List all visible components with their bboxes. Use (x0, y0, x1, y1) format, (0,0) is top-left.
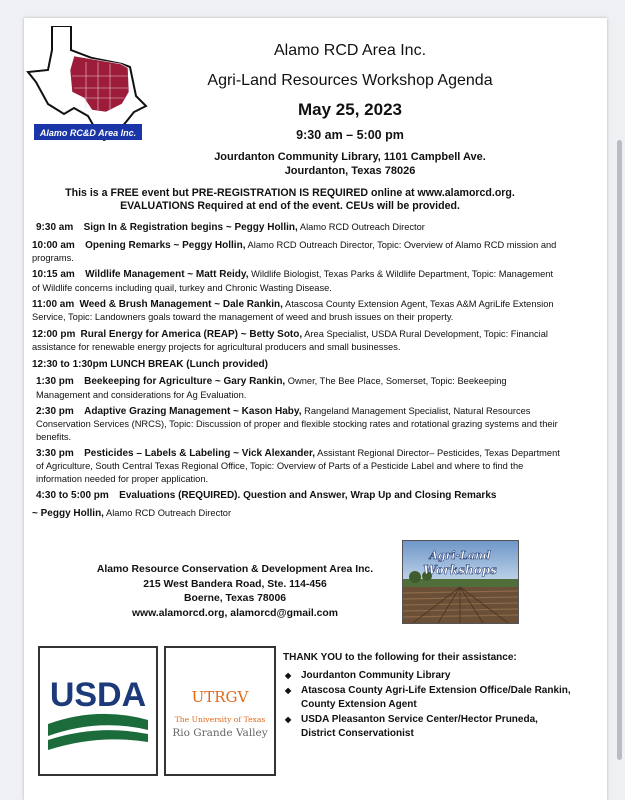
agenda-time: 12:30 to 1:30pm (32, 358, 108, 370)
thanks-list (283, 669, 573, 741)
logo-banner-text: Alamo RC&D Area Inc. (39, 128, 137, 138)
agenda-time: 3:30 pm (36, 448, 74, 460)
bullet-icon: ◆ (285, 670, 292, 680)
agenda-item (32, 298, 562, 323)
agenda-item (32, 268, 562, 293)
address-street: 215 West Bandera Road, Ste. 114-456 (143, 578, 327, 590)
agenda-time: 12:00 pm (32, 328, 76, 340)
agenda-time: 11:00 am (32, 299, 75, 311)
utrgv-short-text: UTRGV (191, 688, 249, 706)
agenda-item (32, 489, 562, 502)
event-time: 9:30 am – 5:00 pm (296, 128, 404, 142)
agenda-time: 10:00 am (32, 239, 75, 251)
agenda-time: 2:30 pm (36, 406, 74, 418)
notice-line2: EVALUATIONS Required at end of the event. CEUs will be provided. (120, 200, 460, 212)
agenda-title: LUNCH BREAK (Lunch provided) (110, 358, 268, 370)
agenda-title: Pesticides – Labels & Labeling ~ Vick Alexander, (84, 448, 316, 460)
alamo-rcd-logo (26, 26, 156, 141)
bullet-icon: ◆ (285, 686, 292, 695)
notice-line1: This is a FREE event but PRE-REGISTRATION IS REQUIRED online at www.alamorcd.org. (65, 187, 515, 199)
bullet-icon: ◆ (285, 715, 292, 724)
photo-text-line1: Agri-Land (429, 549, 491, 562)
thanks-item (283, 669, 573, 683)
closing-role: Alamo RCD Outreach Director (103, 507, 232, 518)
address-name: Alamo Resource Conservation & Development Area Inc. (96, 564, 374, 575)
agenda-detail: Wildlife Biologist, Texas Parks & Wildlife Department, Topic: Management of Wildlife concerns including quail, turkey and Chronic Wasting Disease. (32, 269, 554, 293)
org-name: Alamo RCD Area Inc. (273, 42, 427, 59)
usda-logo-text: USDA (49, 676, 147, 714)
agenda-time: 4:30 to 5:00 pm (36, 490, 109, 502)
location-line2: Jourdanton, Texas 78026 (284, 165, 416, 177)
agenda-title: Beekeeping for Agriculture ~ Gary Rankin, (84, 376, 286, 388)
agenda-time: 9:30 am (36, 222, 74, 233)
agenda-item (32, 221, 562, 234)
utrgv-line2: Rio Grande Valley (172, 727, 268, 739)
thanks-item-text: Atascosa County Agri-Life Extension Office/Dale Rankin, County Extension Agent (301, 685, 571, 710)
agenda-item (32, 405, 562, 443)
org-address (95, 563, 375, 621)
agenda-detail: Rangeland Management Specialist, Natural Resources Conservation Services (NRCS), Topic: Discussion of proper and flexible stocking rates and rotational grazing systems and their benefits. (36, 406, 558, 442)
agenda-detail: Owner, The Bee Place, Somerset, Topic: Beekeeping Management and considerations for Ag Evaluation. (36, 376, 507, 400)
agenda-item (32, 328, 562, 353)
closing-line (32, 507, 562, 520)
agenda-title: Adaptive Grazing Management ~ Kason Haby, (84, 406, 302, 418)
thanks-item (283, 713, 573, 740)
agenda-item (32, 375, 562, 400)
event-location (150, 150, 550, 178)
thanks-item (283, 684, 573, 711)
closing-name: ~ Peggy Hollin, (32, 507, 104, 519)
utrgv-logo (164, 646, 276, 776)
agenda-detail: Area Specialist, USDA Rural Development, Topic: Financial assistance for renewable energy projects for agricultural producers and small businesses. (32, 328, 548, 353)
agenda-detail: Alamo RCD Outreach Director (297, 222, 425, 232)
thanks-item-text: Jourdanton Community Library (301, 669, 451, 681)
page-title: Agri-Land Resources Workshop Agenda (207, 72, 493, 89)
agenda-item (32, 358, 562, 371)
agri-land-workshops-image (402, 540, 519, 624)
agenda-title: Wildlife Management ~ Matt Reidy, (85, 269, 249, 281)
agenda-detail: Alamo RCD Outreach Director, Topic: Overview of Alamo RCD mission and programs. (32, 239, 557, 263)
agenda-item (32, 447, 562, 485)
agenda-detail: Atascosa County Extension Agent, Texas A&M AgriLife Extension Service, Topic: Landowners goals toward the management of weed and brush issues on their property. (32, 299, 554, 323)
address-web-email: www.alamorcd.org, alamorcd@gmail.com (131, 607, 339, 619)
agenda-time: 10:15 am (32, 269, 75, 281)
scrollbar[interactable] (617, 140, 622, 760)
event-date: May 25, 2023 (298, 100, 402, 119)
address-city: Boerne, Texas 78006 (183, 593, 287, 604)
agenda-list (32, 221, 562, 524)
agenda-detail: Assistant Regional Director– Pesticides, Texas Department of Agriculture, South Central Texas Regional Office, Topic: Overview of Parts of a Pesticide Label and where to find the information needed for proper application. (36, 448, 560, 484)
registration-notice (40, 187, 540, 213)
agenda-title: Rural Energy for America (REAP) ~ Betty Soto, (80, 328, 303, 340)
utrgv-line1: The University of Texas (174, 715, 266, 724)
thanks-heading: THANK YOU to the following for their assistance: (283, 652, 517, 663)
agenda-title: Evaluations (REQUIRED). Question and Answer, Wrap Up and Closing Remarks (119, 490, 497, 502)
agenda-title: Sign In & Registration begins ~ Peggy Hollin, (83, 222, 298, 233)
agenda-title: Opening Remarks ~ Peggy Hollin, (85, 239, 246, 251)
thanks-section (283, 651, 573, 742)
location-line1: Jourdanton Community Library, 1101 Campbell Ave. (214, 151, 486, 163)
agenda-title: Weed & Brush Management ~ Dale Rankin, (79, 299, 283, 311)
agenda-time: 1:30 pm (36, 376, 74, 388)
photo-text-line2: Workshops (423, 563, 497, 577)
usda-logo (38, 646, 158, 776)
thanks-item-text: USDA Pleasanton Service Center/Hector Pruneda, District Conservationist (301, 714, 538, 739)
agenda-item (32, 239, 562, 264)
